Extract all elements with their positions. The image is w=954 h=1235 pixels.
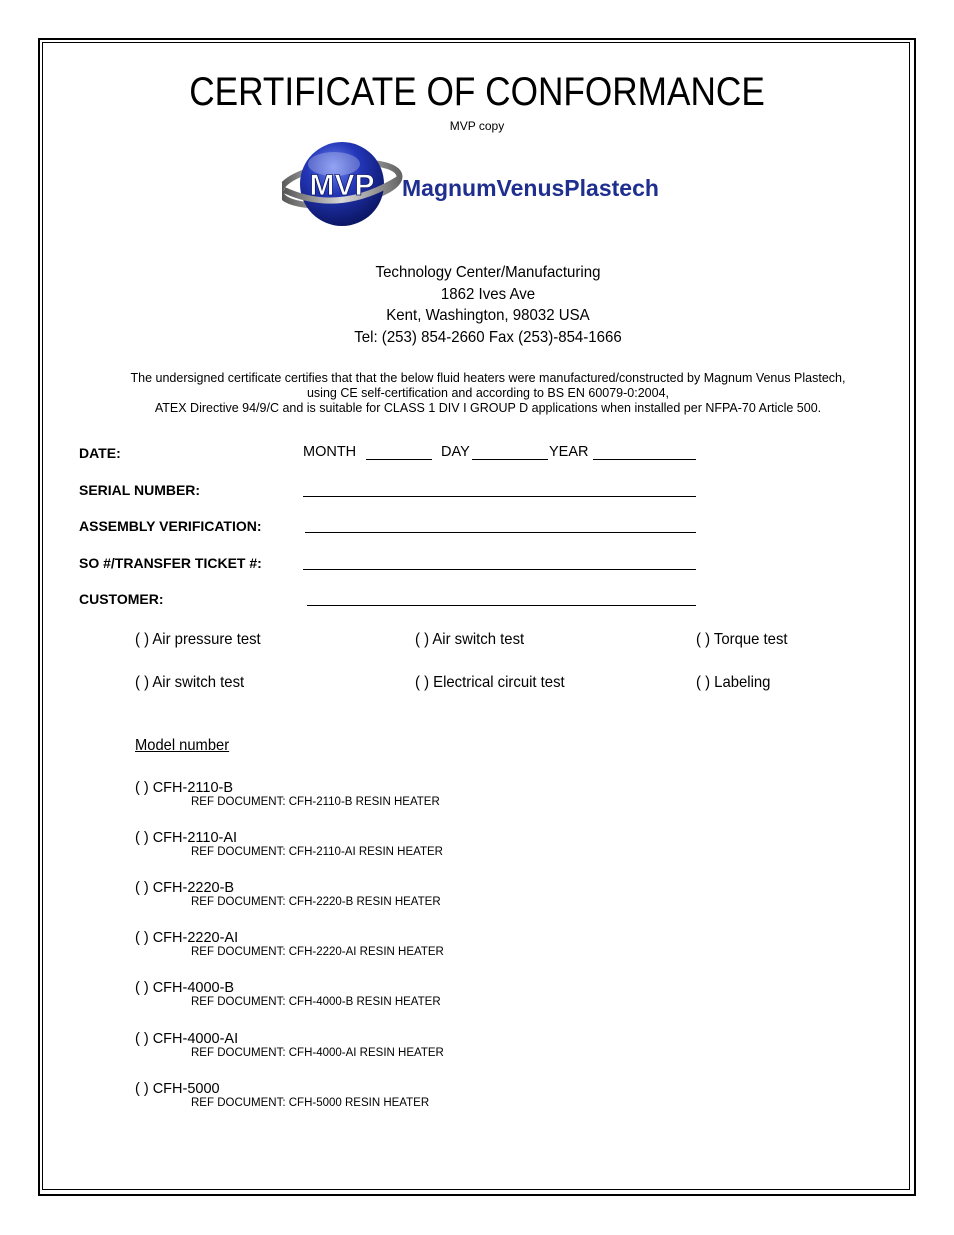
month-label: MONTH [303,444,357,460]
model-ref-document: REF DOCUMENT: CFH-2110-B RESIN HEATER [191,796,440,808]
labeling-checkbox[interactable]: ( ) Labeling [696,674,771,691]
model-ref-document: REF DOCUMENT: CFH-4000-AI RESIN HEATER [191,1047,444,1059]
model-name: ( ) CFH-2110-B [135,780,234,796]
model-ref-document: REF DOCUMENT: CFH-2220-B RESIN HEATER [191,896,441,908]
model-name: ( ) CFH-2220-B [135,880,235,896]
model-ref-document: REF DOCUMENT: CFH-2110-AI RESIN HEATER [191,846,443,858]
month-field[interactable] [366,459,432,460]
customer-field[interactable] [307,605,696,606]
address-line-4: Tel: (253) 854-2660 Fax (253)-854-1666 [354,328,622,346]
company-logo [282,138,702,230]
year-label: YEAR [549,444,589,460]
address-block [0,262,954,348]
serial-number-label: SERIAL NUMBER: [79,482,201,498]
model-option-cfh-2220-b[interactable] [135,880,441,908]
mvp-logo-graphic [282,138,702,230]
model-name: ( ) CFH-4000-B [135,980,235,996]
statement-line-3: ATEX Directive 94/9/C and is suitable for CLASS 1 DIV I GROUP D applications when installed per NFPA-70 Article 500. [154,401,822,415]
day-label: DAY [441,444,470,460]
customer-label: CUSTOMER: [79,591,164,607]
model-name: ( ) CFH-5000 [135,1081,220,1097]
model-option-cfh-2110-ai[interactable] [135,830,443,858]
certification-statement [0,371,954,416]
address-line-2: 1862 Ives Ave [440,285,536,303]
date-label: DATE: [79,445,121,461]
model-number-heading: Model number [135,737,230,754]
assembly-verification-field[interactable] [305,532,696,533]
air-switch-test-checkbox-2[interactable]: ( ) Air switch test [135,674,245,691]
statement-line-2: using CE self-certification and according to BS EN 60079-0:2004, [306,386,669,400]
logo-badge-text: MVP [309,169,375,202]
model-option-cfh-4000-b[interactable] [135,980,441,1008]
address-line-3: Kent, Washington, 98032 USA [386,307,590,324]
so-transfer-ticket-field[interactable] [303,569,696,570]
model-ref-document: REF DOCUMENT: CFH-4000-B RESIN HEATER [191,996,441,1008]
air-switch-test-checkbox[interactable]: ( ) Air switch test [415,631,525,648]
model-name: ( ) CFH-2220-AI [135,930,239,946]
serial-number-field[interactable] [303,496,696,497]
statement-line-1: The undersigned certificate certifies that that the below fluid heaters were manufactured/constructed by Magnum Venus Plastech, [130,371,846,385]
model-option-cfh-2110-b[interactable] [135,780,440,808]
air-pressure-test-checkbox[interactable]: ( ) Air pressure test [135,631,261,648]
electrical-circuit-test-checkbox[interactable]: ( ) Electrical circuit test [415,674,565,691]
day-field[interactable] [472,459,548,460]
address-line-1: Technology Center/Manufacturing [375,264,601,281]
year-field[interactable] [593,459,696,460]
model-ref-document: REF DOCUMENT: CFH-2220-AI RESIN HEATER [191,946,444,958]
logo-company-text: MagnumVenusPlastech [402,175,659,201]
assembly-verification-label: ASSEMBLY VERIFICATION: [79,518,262,534]
certificate-title: CERTIFICATE OF CONFORMANCE [189,70,765,114]
model-name: ( ) CFH-2110-AI [135,830,238,846]
torque-test-checkbox[interactable]: ( ) Torque test [696,631,788,648]
so-transfer-ticket-label: SO #/TRANSFER TICKET #: [79,555,262,571]
model-option-cfh-2220-ai[interactable] [135,930,444,958]
model-option-cfh-4000-ai[interactable] [135,1031,444,1059]
model-option-cfh-5000[interactable] [135,1081,429,1109]
model-ref-document: REF DOCUMENT: CFH-5000 RESIN HEATER [191,1097,430,1109]
copy-label: MVP copy [449,119,505,133]
model-name: ( ) CFH-4000-AI [135,1031,239,1047]
